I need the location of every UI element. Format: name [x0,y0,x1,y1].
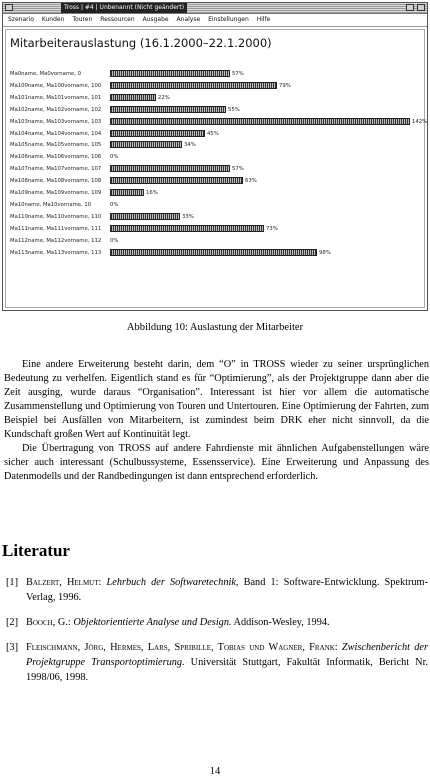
menu-einstellungen[interactable]: Einstellungen [208,16,249,23]
bar-value-label: 34% [184,142,196,149]
chart-title: Mitarbeiterauslastung (16.1.2000–22.1.2000) [10,36,272,50]
reference-authors: Balzert, Helmut: [26,577,102,588]
menu-ausgabe[interactable]: Ausgabe [142,16,169,23]
window-titlebar [3,3,427,14]
body-text [4,358,429,484]
paragraph: Eine andere Erweiterung besteht darin, dem “O” in TROSS wieder zu seiner ursprünglichen Bedeutung zu verhelfen. Eigentlich stand es für “Optimierung”, als der Projektgruppe dann aber die Zeit ausging, wurde daraus “Organisation”. Interessant ist hier vor allem die automatische Zusammenstellung und Optimierung von Touren und Untertouren. Eine Optimierung der Fahrten, zum Beispiel bei Ausfällen von Mitarbeitern, ist zumindest beim DRK eher nicht sinnvoll, da die Kundschaft großen Wert auf Kontinuität legt. [4,359,429,440]
reference-item [6,575,428,605]
bar-value-label: 33% [182,213,194,220]
bar-value-label: 79% [279,82,291,89]
row-label: Ma102name, Ma102vorname, 102 [10,106,102,113]
figure-caption: Abbildung 10: Auslastung der Mitarbeiter [126,322,304,333]
bar-value-label: 22% [158,94,170,101]
bar-value-label: 55% [228,106,240,113]
reference-title: Zwischenbericht der Projektgruppe Transportoptimierung. [26,642,428,668]
window-menu-button[interactable] [5,4,13,11]
menu-analyse[interactable]: Analyse [176,16,201,23]
bar-value-label: 57% [232,166,244,173]
chart-row [6,247,424,260]
reference-details: Addison-Wesley, 1994. [231,617,330,628]
row-label: Ma112name, Ma112vorname, 112 [10,237,102,244]
utilization-bar [110,249,317,256]
utilization-bar [110,165,230,172]
menu-bar [3,14,427,27]
row-label: Ma105name, Ma105vorname, 105 [10,142,102,149]
reference-title: Lehrbuch der Softwaretechnik [106,577,236,588]
window-title: Tross | #4 | Unbenannt (Nicht geändert) [61,3,187,13]
tross-app-screenshot [2,2,428,311]
utilization-bar [110,94,156,101]
row-label: Ma101name, Ma101vorname, 101 [10,94,102,101]
utilization-bar [110,70,230,77]
reference-details: , Band 1: Software-Entwicklung. Spektrum-Verlag, 1996. [26,577,428,603]
page-number: 14 [209,766,221,777]
utilization-bar [110,225,264,232]
bar-value-label: 57% [232,71,244,77]
reference-item [6,640,428,685]
reference-authors: Fleischmann, Jörg, Hermes, Lars, Spribille, Tobias und Wagner, Frank: [26,642,338,653]
row-label: Ma104name, Ma104vorname, 104 [10,130,102,137]
row-label: Ma107name, Ma107vorname, 107 [10,166,102,173]
row-label: Ma103name, Ma103vorname, 103 [10,118,102,125]
bar-value-label: 73% [266,225,278,232]
row-label: Ma10name, Ma10vorname, 10 [10,201,92,208]
minimize-button[interactable] [406,4,414,11]
utilization-bar [110,177,243,184]
reference-number: [2] [6,617,19,628]
menu-touren[interactable]: Touren [72,16,93,23]
reference-item [6,615,428,630]
reference-number: [3] [6,642,19,653]
bar-value-label: 45% [207,130,219,137]
bar-value-label: 98% [319,249,331,256]
row-label: Ma108name, Ma108vorname, 108 [10,178,102,185]
row-label: Ma106name, Ma106vorname, 106 [10,154,102,161]
reference-title: Objektorientierte Analyse und Design. [73,617,232,628]
row-label: Ma113name, Ma113vorname, 113 [10,249,102,256]
bar-value-label: 16% [146,190,158,196]
utilization-chart [5,29,428,308]
utilization-bar [110,106,226,113]
utilization-bar [110,130,205,137]
reference-number: [1] [6,577,19,588]
row-label: Ma109name, Ma109vorname, 109 [10,190,102,196]
bar-value-label: 0% [110,237,119,244]
menu-szenario[interactable]: Szenario [8,16,34,23]
row-label: Ma111name, Ma111vorname, 111 [10,225,102,232]
utilization-bar [110,213,180,220]
row-label: Ma100name, Ma100vorname, 100 [10,82,102,89]
bar-value-label: 63% [245,178,257,185]
menu-kunden[interactable]: Kunden [41,16,65,23]
menu-ressourcen[interactable]: Ressourcen [100,16,135,23]
row-label: Ma110name, Ma110vorname, 110 [10,213,102,220]
bar-value-label: 142% [412,118,428,125]
utilization-bar [110,118,410,125]
bar-value-label: 0% [110,154,119,161]
bar-value-label: 0% [110,201,119,208]
utilization-bar [110,189,144,196]
menu-hilfe[interactable]: Hilfe [256,16,271,23]
utilization-bar [110,82,277,89]
reference-list [6,575,428,695]
reference-authors: Booch, G.: [26,617,71,628]
maximize-button[interactable] [417,4,425,11]
utilization-bar [110,141,182,148]
paragraph: Die Übertragung von TROSS auf andere Fahrdienste mit ähnlichen Aufgabenstellungen wäre sicher auch interessant (Schulbussysteme, Essensservice). Eine Erweiterung und Anpassung des Datenmodells und der Randbedingungen ist dann entsprechend erforderlich. [4,443,429,482]
row-label: Ma0name, Ma0vorname, 0 [10,71,81,77]
section-title: Literatur [2,541,70,560]
reference-details: Universität Stuttgart, Fakultät Informatik, Bericht Nr. 1998/06, 1998. [26,657,428,683]
